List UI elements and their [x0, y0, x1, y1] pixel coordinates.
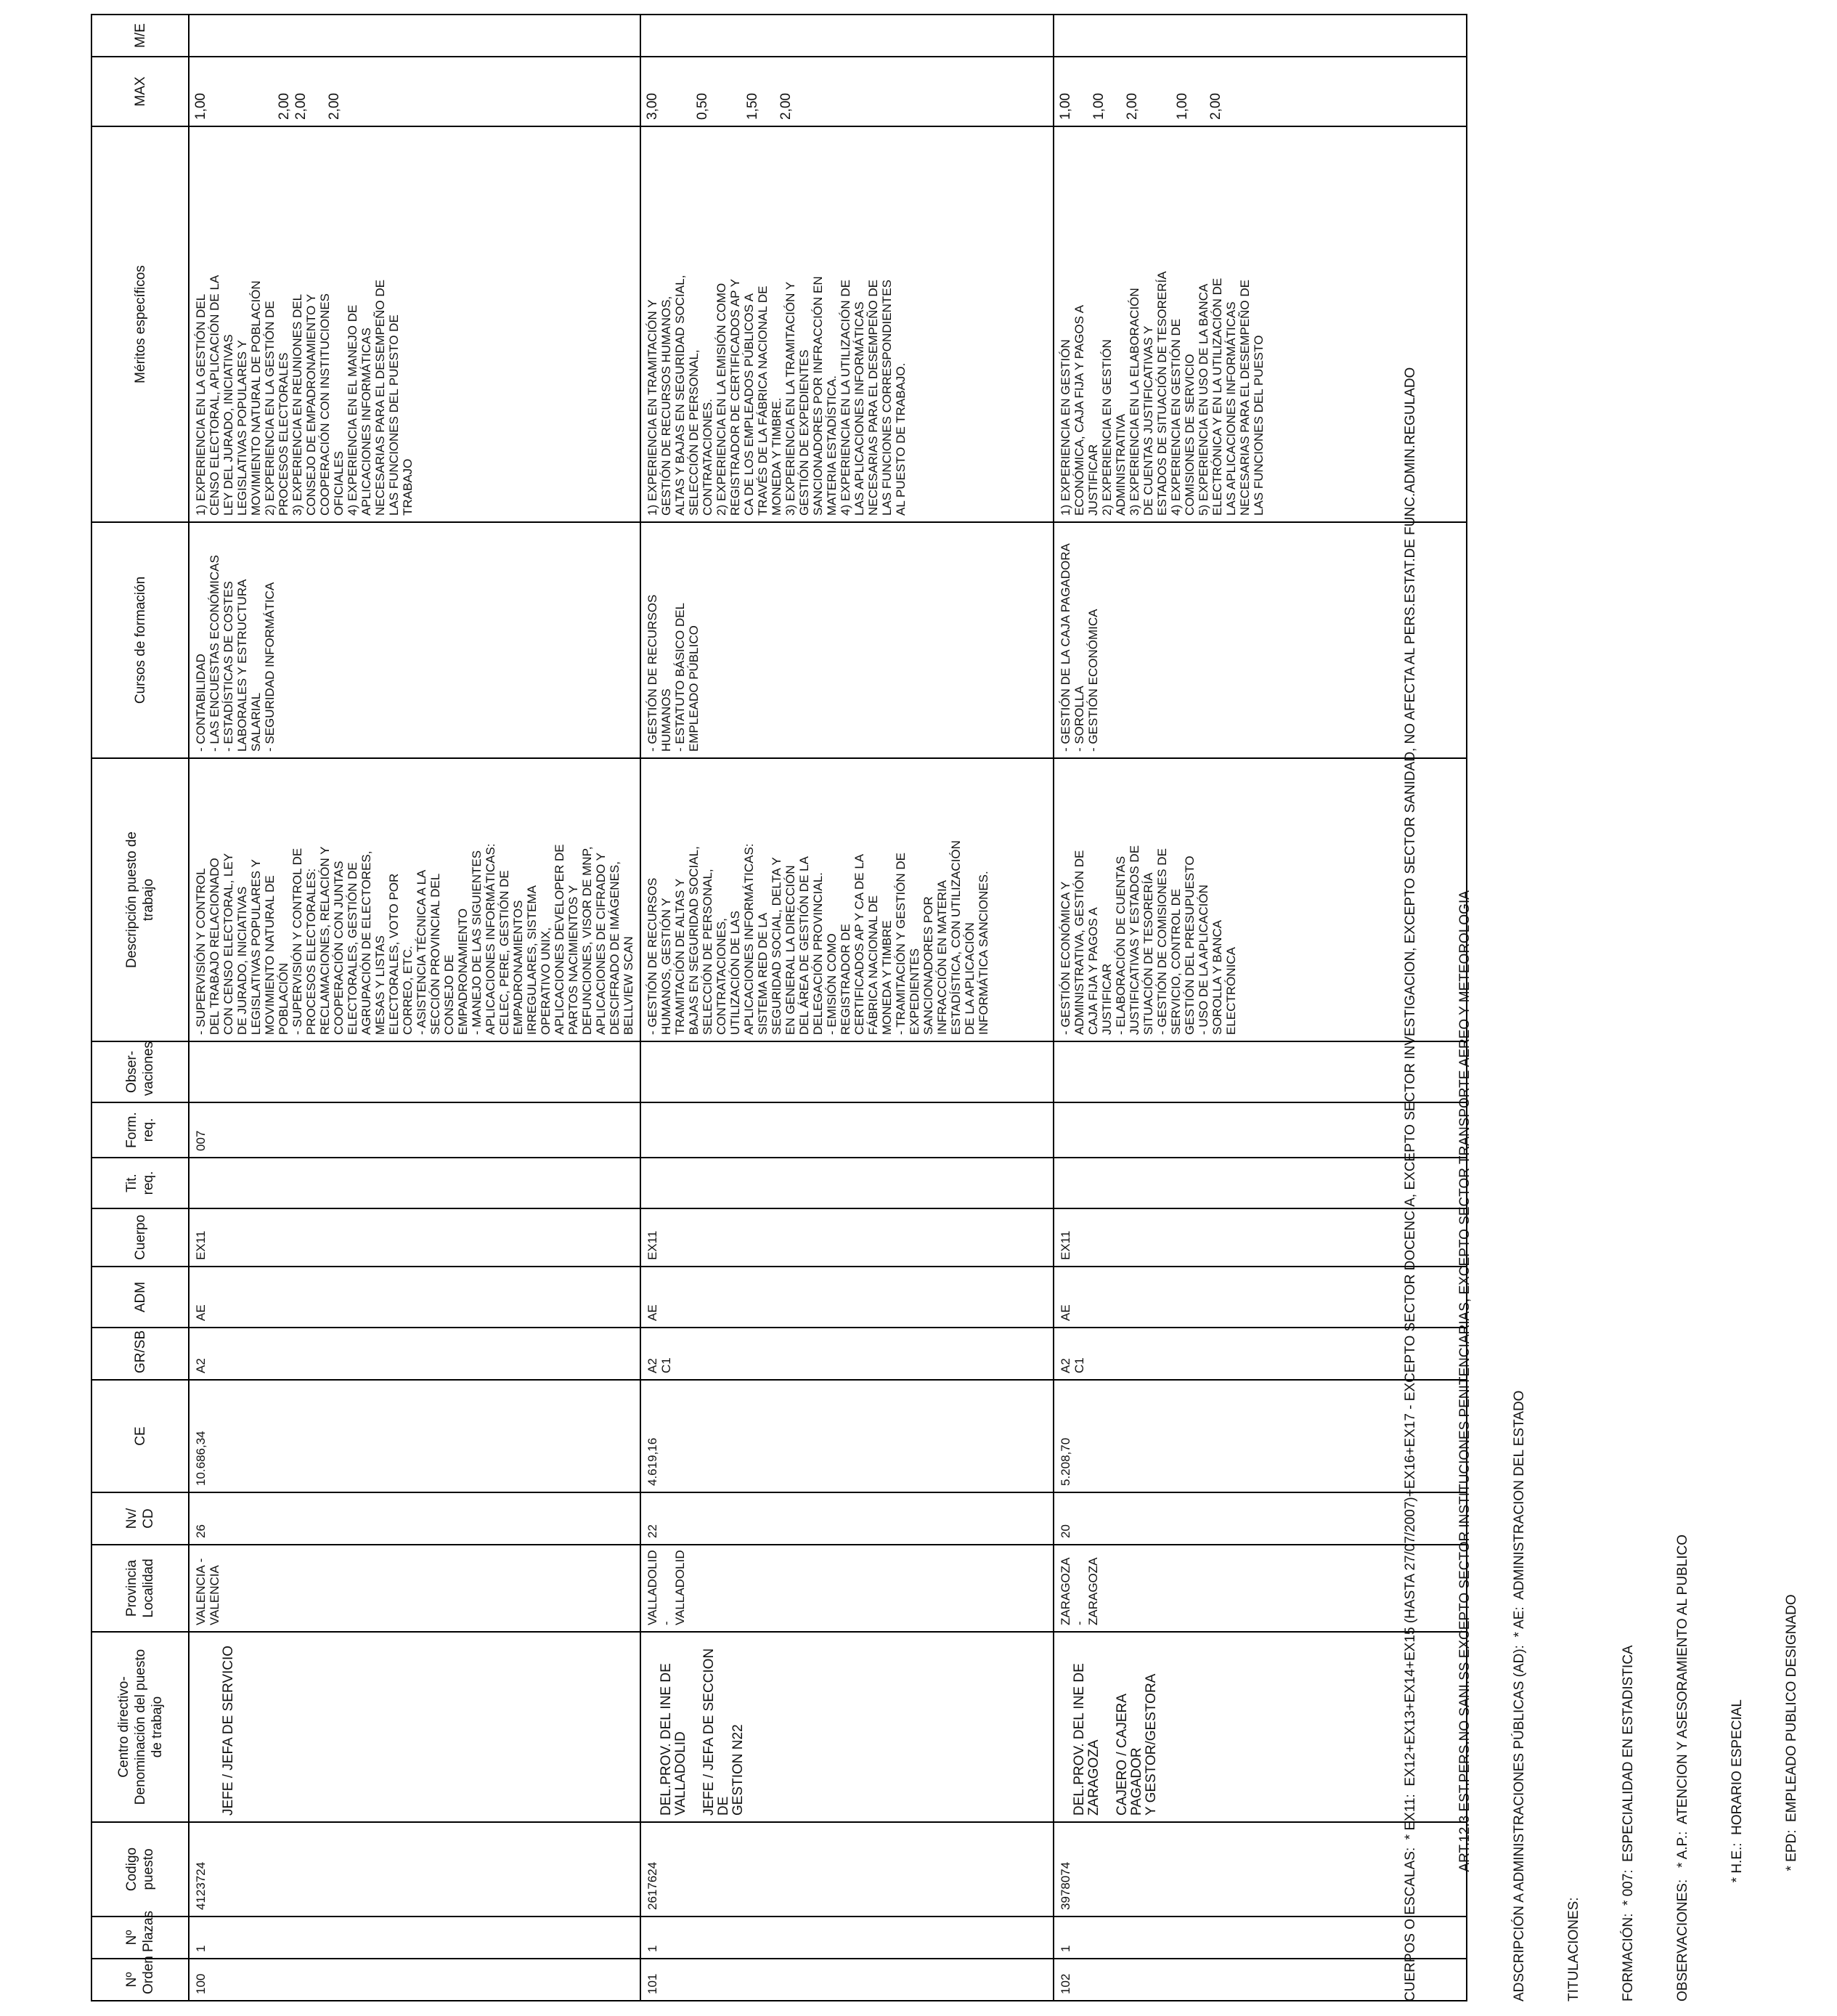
- header-form: Form. req.: [91, 1102, 189, 1158]
- cell-codigo: 4123724: [189, 1822, 640, 1917]
- header-max: MAX: [91, 57, 189, 126]
- max-value: [712, 63, 729, 120]
- footer-observaciones-epd: * EPD: EMPLEADO PUBLICO DESIGNADO: [1784, 1594, 1799, 2001]
- cell-centro: [189, 1632, 640, 1822]
- header-centro: Centro directivo- Denominación del puesto de trabajo: [91, 1632, 189, 1822]
- header-meritos: Méritos específicos: [91, 126, 189, 522]
- cell-grsb: A2: [189, 1328, 640, 1380]
- footer-observaciones-he: * H.E.: HORARIO ESPECIAL: [1730, 1699, 1745, 2001]
- cell-grsb: A2 C1: [1054, 1328, 1467, 1380]
- max-value: 3,00: [645, 93, 660, 120]
- header-desc: Descripción puesto de trabajo: [91, 758, 189, 1041]
- header-plazas: Nº Plazas: [91, 1917, 189, 1959]
- footer-cuerpos: CUERPOS O ESCALAS: * EX11: EX12+EX13+EX14+EX15 (HASTA 27/07/2007)+EX16+EX17 - EXCEPTO SECTOR DOCENCIA, EXCEPTO SECTOR INVESTIGACION, EXCEPTO SECTOR SANIDAD, NO AFECTA AL PERS.ESTAT.DE FUNC.ADMIN.REGULADO: [1403, 367, 1418, 2001]
- cell-obs: [189, 1041, 640, 1102]
- footer-titulaciones: TITULACIONES:: [1566, 1897, 1581, 2001]
- cell-plazas: 1: [189, 1917, 640, 1959]
- cell-orden: 100: [189, 1959, 640, 2001]
- max-value: 2,00: [778, 93, 794, 120]
- table-row: [640, 15, 1054, 2001]
- cell-meritos: 1) EXPERIENCIA EN TRAMITACIÓN Y GESTIÓN DE RECURSOS HUMANOS, ALTAS Y BAJAS EN SEGURIDAD SOCIAL, SELECCIÓN DE PERSONAL, CONTRATACIONES. 2) EXPERIENCIA EN LA EMISIÓN COMO REGISTRADOR DE CERTIFICADOS AP Y CA DE LOS EMPLEADOS PÚBLICOS A TRAVÉS DE LA FÁBRICA NACIONAL DE MONEDA Y TIMBRE. 3) EXPERIENCIA EN LA TRAMITACIÓN Y GESTIÓN DE EXPEDIENTES SANCIONADORES POR INFRACCIÓN EN MATERIA ESTADÍSTICA. 4) EXPERIENCIA EN LA UTILIZACIÓN DE LAS APLICACIONES INFORMÁTICAS NECESARIAS PARA EL DESEMPEÑO DE LAS FUNCIONES CORRESPONDIENTES AL PUESTO DE TRABAJO.: [640, 126, 1054, 522]
- cell-centro: [640, 1632, 1054, 1822]
- header-me: M/E: [91, 15, 189, 57]
- max-value: [1075, 63, 1092, 120]
- cell-plazas: 1: [640, 1917, 1054, 1959]
- header-obs: Obser- vaciones: [91, 1041, 189, 1102]
- max-value: [211, 63, 227, 120]
- table-row: [189, 15, 640, 2001]
- max-value: 2,00: [1208, 93, 1223, 120]
- header-codigo: Codigo puesto: [91, 1822, 189, 1917]
- cell-desc: - SUPERVISIÓN Y CONTROL DEL TRABAJO RELACIONADO CON CENSO ELECTORAL, LEY DE JURADO, INICIATIVAS LEGISLATIVAS POPULARES Y MOVIMIENTO NATURAL DE POBLACIÓN - SUPERVISIÓN Y CONTROL DE PROCESOS ELECTORALES: RECLAMACIONES, RELACIÓN Y COOPERACIÓN CON JUNTAS ELECTORALES, GESTIÓN DE AGRUPACIÓN DE ELECTORES, MESAS Y LISTAS ELECTORALES, VOTO POR CORREO, ETC. - ASISTENCIA TÉCNICA A LA SECCIÓN PROVINCIAL DEL CONSEJO DE EMPADRONAMIENTO - MANEJO DE LAS SIGUIENTES APLICACIONES INFORMÁTICAS: CELEC, PERE, GESTIÓN DE EMPADRONAMIENTOS IRREGULARES, SISTEMA OPERATIVO UNIX, APLICACIONES DEVELOPER DE PARTOS NACIMIENTOS Y DEFUNCIONES, VISOR DE MNP, APLICACIONES DE CIFRADO Y DESCIFRADO DE IMÁGENES, BELLVIEW SCAN: [189, 758, 640, 1041]
- cell-obs: [640, 1041, 1054, 1102]
- cell-provincia: ZARAGOZA - ZARAGOZA: [1054, 1545, 1467, 1632]
- max-value: [1159, 63, 1176, 120]
- cell-ce: 10.686,34: [189, 1380, 640, 1492]
- max-value: [1109, 63, 1125, 120]
- cell-cursos: - GESTIÓN DE RECURSOS HUMANOS - ESTATUTO BÁSICO DEL EMPLEADO PÚBLICO: [640, 522, 1054, 758]
- footer-cuerpos-cont: ART.12.3 EST.PERS.NO SANI.SS EXCEPTO SECTOR INSTITUCIONES PENITENCIARIAS, EXCEPTO SECTOR TRANSPORTE AEREO Y METEOROLOGIA: [1457, 890, 1473, 2001]
- footer-formacion: FORMACIÓN: * 007: ESPECIALIDAD EN ESTADISTICA: [1621, 1645, 1636, 2001]
- cell-meritos: 1) EXPERIENCIA EN LA GESTIÓN DEL CENSO ELECTORAL, APLICACIÓN DE LA LEY DEL JURADO, INICIATIVAS LEGISLATIVAS POPULARES Y MOVIMIENTO NATURAL DE POBLACIÓN 2) EXPERIENCIA EN LA GESTIÓN DE PROCESOS ELECTORALES 3) EXPERIENCIA EN REUNIONES DEL CONSEJO DE EMPADRONAMIENTO Y COOPERACIÓN CON INSTITUCIONES OFICIALES 4) EXPERIENCIA EN EL MANEJO DE APLICACIONES INFORMÁTICAS NECESARIAS PARA EL DESEMPEÑO DE LAS FUNCIONES DEL PUESTO DE TRABAJO: [189, 126, 640, 522]
- cell-form: 007: [189, 1102, 640, 1158]
- max-value: [1192, 63, 1209, 120]
- max-value: [729, 63, 746, 120]
- cell-desc: - GESTIÓN ECONÓMICA Y ADMINISTRATIVA, GESTIÓN DE CAJA FIJA Y PAGOS A JUSTIFICAR - ELABORACIÓN DE CUENTAS JUSTIFICATIVAS Y ESTADOS DE SITUACIÓN DE TESORERÍA - GESTIÓN DE COMISIONES DE SERVICIO, CONTROL DE GESTIÓN DEL PRESUPUESTO - USO DE LA APLICACIÓN SOROLLA Y BANCA ELECTRÓNICA: [1054, 758, 1467, 1041]
- cell-me: [189, 15, 640, 57]
- cell-max: [189, 57, 640, 126]
- cell-orden: 102: [1054, 1959, 1467, 2001]
- header-tit: Tit. req.: [91, 1158, 189, 1208]
- cell-provincia: VALLADOLID - VALLADOLID: [640, 1545, 1054, 1632]
- footer-adscripcion: ADSCRIPCIÓN A ADMINISTRACIONES PÚBLICAS (AD): * AE: ADMINISTRACION DEL ESTADO: [1512, 1390, 1527, 2001]
- max-value: [311, 63, 327, 120]
- max-value: 2,00: [277, 93, 292, 120]
- header-ce: CE: [91, 1380, 189, 1492]
- cell-nvcd: 20: [1054, 1492, 1467, 1545]
- max-value: [1142, 63, 1159, 120]
- cell-me: [640, 15, 1054, 57]
- cell-meritos: 1) EXPERIENCIA EN GESTIÓN ECONÓMICA, CAJA FIJA Y PAGOS A JUSTIFICAR 2) EXPERIENCIA EN GESTIÓN ADMINISTRATIVA 3) EXPERIENCIA EN LA ELABORACIÓN DE CUENTAS JUSTIFICATIVAS Y ESTADOS DE SITUACIÓN DE TESORERÍA 4) EXPERIENCIA EN GESTIÓN DE COMISIONES DE SERVICIO 5) EXPERIENCIA EN USO DE LA BANCA ELECTRÓNICA Y EN LA UTILIZACIÓN DE LAS APLICACIONES INFORMÁTICAS NECESARIAS PARA EL DESEMPEÑO DE LAS FUNCIONES DEL PUESTO: [1054, 126, 1467, 522]
- cell-codigo: 2617624: [640, 1822, 1054, 1917]
- cell-cursos: - GESTIÓN DE LA CAJA PAGADORA - SOROLLA - GESTIÓN ECONÓMICA: [1054, 522, 1467, 758]
- centro-puesto: JEFE / JEFA DE SECCION DE GESTION N22: [701, 1648, 746, 1816]
- cell-tit: [189, 1158, 640, 1208]
- max-value: 1,00: [193, 93, 208, 120]
- max-value: 1,00: [1175, 93, 1190, 120]
- centro-puesto: JEFE / JEFA DE SERVICIO: [221, 1645, 236, 1816]
- cell-codigo: 3978074: [1054, 1822, 1467, 1917]
- table-header-row: [91, 15, 189, 2001]
- cell-cursos: - CONTABILIDAD - LAS ENCUESTAS ECONÓMICAS - ESTADÍSTICAS DE COSTES LABORALES Y ESTRUCTURA SALARIAL - SEGURIDAD INFORMÁTICA: [189, 522, 640, 758]
- max-value: 1,00: [1058, 93, 1073, 120]
- max-value: 0,50: [695, 93, 710, 120]
- header-orden: Nº Orden: [91, 1959, 189, 2001]
- cell-desc: - GESTIÓN DE RECURSOS HUMANOS, GESTIÓN Y TRAMITACIÓN DE ALTAS Y BAJAS EN SEGURIDAD SOCIAL, SELECCIÓN DE PERSONAL, CONTRATACIONES, UTILIZACIÓN DE LAS APLICACIONES INFORMÁTICAS: SISTEMA RED DE LA SEGURIDAD SOCIAL, DELTA Y EN GENERAL LA DIRECCIÓN DEL ÁREA DE GESTIÓN DE LA DELEGACIÓN PROVINCIAL. - EMISIÓN COMO REGISTRADOR DE CERTIFICADOS AP Y CA DE LA FÁBRICA NACIONAL DE MONEDA Y TIMBRE - TRAMITACIÓN Y GESTIÓN DE EXPEDIENTES SANCIONADORES POR INFRACCIÓN EN MATERIA ESTADÍSTICA, CON UTILIZACIÓN DE LA APLICACIÓN INFORMÁTICA SANCIONES.: [640, 758, 1054, 1041]
- footer-observaciones: OBSERVACIONES: * A.P.: ATENCION Y ASESORAMIENTO AL PUBLICO: [1675, 1534, 1690, 2001]
- max-value: 2,00: [327, 93, 342, 120]
- cell-cuerpo: EX11: [1054, 1208, 1467, 1267]
- centro-header: DEL.PROV. DEL INE DE ZARAGOZA: [1072, 1663, 1101, 1816]
- max-value: [261, 63, 277, 120]
- cell-grsb: A2 C1: [640, 1328, 1054, 1380]
- cell-provincia: VALENCIA - VALENCIA: [189, 1545, 640, 1632]
- centro-puesto: CAJERO / CAJERA PAGADOR Y GESTOR/GESTORA: [1115, 1673, 1159, 1816]
- footer-legend: [1365, 41, 1837, 2001]
- max-value: [227, 63, 244, 120]
- max-value: [662, 63, 679, 120]
- cell-form: [640, 1102, 1054, 1158]
- cell-ce: 5.208,70: [1054, 1380, 1467, 1492]
- job-positions-table: [91, 14, 1467, 2001]
- header-cuerpo: Cuerpo: [91, 1208, 189, 1267]
- cell-cuerpo: EX11: [189, 1208, 640, 1267]
- cell-ce: 4.619,16: [640, 1380, 1054, 1492]
- cell-nvcd: 26: [189, 1492, 640, 1545]
- cell-adm: AE: [1054, 1267, 1467, 1328]
- max-value: [762, 63, 779, 120]
- max-value: [679, 63, 696, 120]
- max-value: 1,50: [745, 93, 760, 120]
- header-provincia: Provincia Localidad: [91, 1545, 189, 1632]
- max-value: 2,00: [1125, 93, 1140, 120]
- cell-tit: [640, 1158, 1054, 1208]
- max-value: [244, 63, 261, 120]
- cell-max: [640, 57, 1054, 126]
- cell-adm: AE: [189, 1267, 640, 1328]
- centro-header: DEL.PROV. DEL INE DE VALLADOLID: [659, 1663, 688, 1816]
- cell-nvcd: 22: [640, 1492, 1054, 1545]
- header-cursos: Cursos de formación: [91, 522, 189, 758]
- cell-adm: AE: [640, 1267, 1054, 1328]
- header-adm: ADM: [91, 1267, 189, 1328]
- header-nvcd: Nv/ CD: [91, 1492, 189, 1545]
- header-grsb: GR/SB: [91, 1328, 189, 1380]
- cell-cuerpo: EX11: [640, 1208, 1054, 1267]
- max-value: 2,00: [293, 93, 309, 120]
- max-value: 1,00: [1091, 93, 1107, 120]
- cell-plazas: 1: [1054, 1917, 1467, 1959]
- cell-orden: 101: [640, 1959, 1054, 2001]
